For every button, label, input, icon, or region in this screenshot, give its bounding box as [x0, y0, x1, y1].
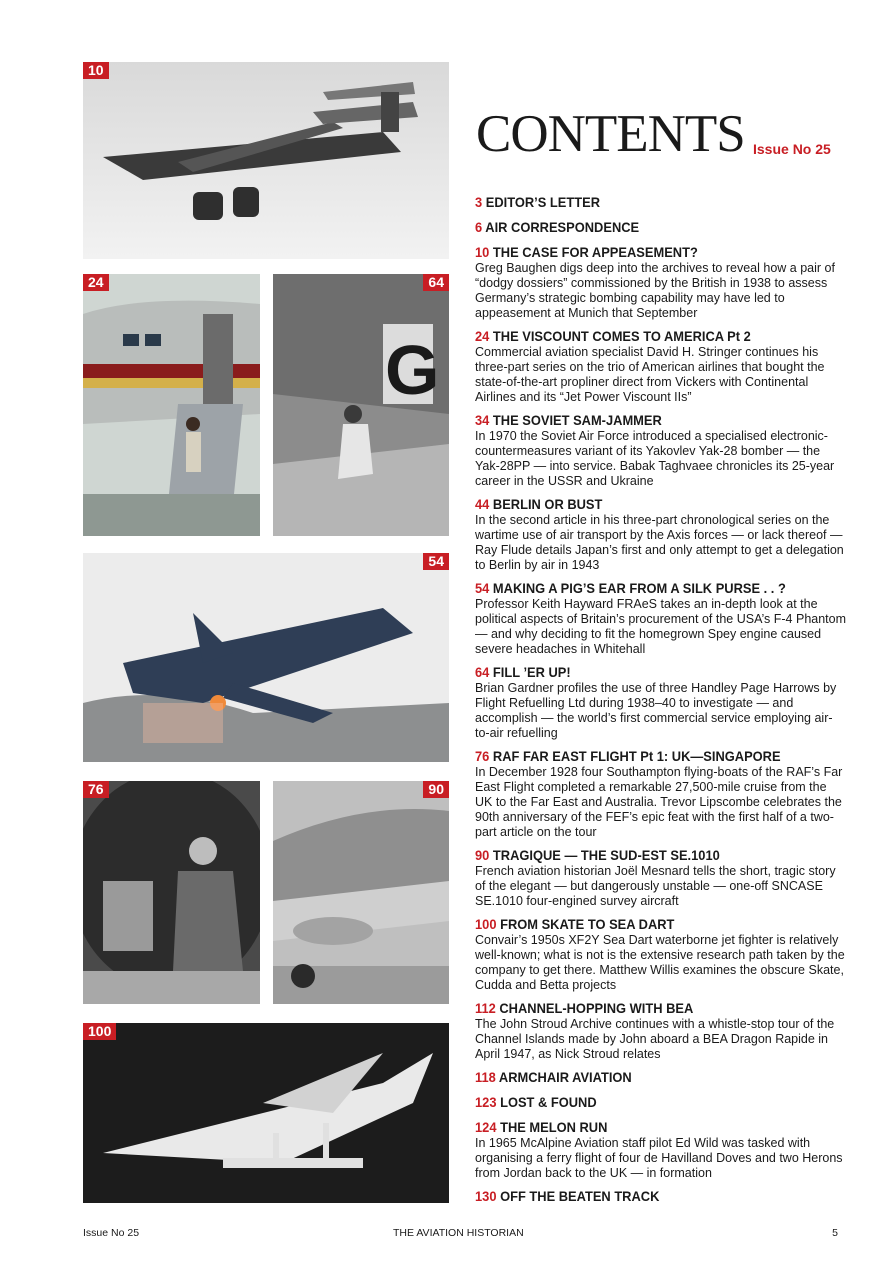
- toc-title: FROM SKATE TO SEA DART: [500, 916, 675, 932]
- phantom-image: [83, 553, 449, 762]
- toc-page-number: 112: [475, 1000, 496, 1016]
- toc-entry[interactable]: [475, 496, 847, 573]
- toc-title: ARMCHAIR AVIATION: [498, 1069, 632, 1085]
- toc-page-number: 64: [475, 664, 490, 680]
- page-title: CONTENTS: [476, 105, 745, 163]
- toc-title: THE MELON RUN: [500, 1119, 608, 1135]
- toc-page-number: 123: [475, 1094, 497, 1110]
- page-badge: 10: [83, 62, 109, 79]
- photo-southampton-interior: [83, 781, 260, 1004]
- toc-entry-heading: [475, 916, 817, 933]
- photo-continental-viscount: [83, 274, 260, 536]
- toc-title: CHANNEL-HOPPING WITH BEA: [499, 1000, 694, 1016]
- page-badge: 64: [423, 274, 449, 291]
- toc-entry-heading: [475, 219, 817, 236]
- toc-description: The John Stroud Archive continues with a whistle-stop tour of the Channel Islands made by John aboard a BEA Dragon Rapide in April 1947, as Nick Stroud relates: [475, 1017, 835, 1061]
- toc-entry[interactable]: [475, 847, 847, 909]
- photo-phantom: [83, 553, 449, 762]
- toc-title: OFF THE BEATEN TRACK: [500, 1188, 660, 1204]
- toc-title: TRAGIQUE — THE SUD-EST SE.1010: [492, 847, 720, 863]
- toc-title: AIR CORRESPONDENCE: [485, 219, 640, 235]
- toc-entry-heading: [475, 1188, 817, 1205]
- toc-entry[interactable]: [475, 664, 847, 741]
- toc-entry-heading: [475, 1069, 817, 1086]
- toc-description: Commercial aviation specialist David H. Stringer continues his three-part series on the trio of American airlines that bought the state-of-the-art propliner direct from Vickers with Continental Airlines and its “Jet Power Viscount IIs”: [475, 345, 825, 404]
- page-badge: 76: [83, 781, 109, 798]
- toc-entry[interactable]: [475, 748, 847, 840]
- toc-title: MAKING A PIG’S EAR FROM A SILK PURSE . . ?: [492, 580, 786, 596]
- table-of-contents: [475, 194, 847, 1205]
- toc-page-number: 44: [475, 496, 490, 512]
- toc-entry[interactable]: [475, 916, 847, 993]
- toc-title: FILL ’ER UP!: [492, 664, 571, 680]
- toc-description: Brian Gardner profiles the use of three Handley Page Harrows by Flight Refuelling Ltd during 1938–40 to investigate — and accomplish — the world’s first commercial service employing air-to-air refuelling: [475, 681, 837, 740]
- photo-harrow-refuelling: [273, 274, 449, 536]
- toc-page-number: 76: [475, 748, 490, 764]
- toc-description: In December 1928 four Southampton flying-boats of the RAF’s Far East Flight completed a remarkable 27,500-mile cruise from the UK to the Far East and Australia. Trevor Lipscombe celebrates the 90th anniversary of the FEF’s epic feat with the first half of a two-part article on the tour: [475, 765, 843, 839]
- toc-title: THE VISCOUNT COMES TO AMERICA Pt 2: [492, 328, 751, 344]
- page-badge: 24: [83, 274, 109, 291]
- toc-entry[interactable]: [475, 412, 847, 489]
- sea-dart-image: [83, 1023, 449, 1203]
- footer-page-number: 5: [832, 1227, 838, 1239]
- toc-entry-heading: [475, 748, 817, 765]
- toc-entry-heading: [475, 1094, 817, 1111]
- toc-entry[interactable]: [475, 580, 847, 657]
- page-badge: 54: [423, 553, 449, 570]
- se1010-image: [273, 781, 449, 1004]
- toc-title: EDITOR’S LETTER: [485, 194, 601, 210]
- svg-text:G: G: [385, 331, 440, 409]
- toc-description: In the second article in his three-part chronological series on the wartime use of air transport by the Axis forces — or lack thereof — Ray Flude details Japan’s first and only attempt to get a delegation to Berlin by air in 1943: [475, 513, 844, 572]
- toc-entry[interactable]: [475, 1188, 847, 1205]
- toc-title: BERLIN OR BUST: [492, 496, 603, 512]
- toc-entry-heading: [475, 1119, 817, 1136]
- toc-description: Convair’s 1950s XF2Y Sea Dart waterborne jet fighter is relatively well-known; what is not is the extensive research path taken by the company to get there. Matthew Willis examines the obscure Skate, Cudda and Betta projects: [475, 933, 845, 992]
- toc-page-number: 6: [475, 219, 483, 235]
- toc-page-number: 10: [475, 244, 490, 260]
- toc-description: Greg Baughen digs deep into the archives to reveal how a pair of “dodgy dossiers” commissioned by the British in 1938 to assess Germany’s strategic bombing capability may have led to appeasement at Munich that September: [475, 261, 835, 320]
- stuka-image: [83, 62, 449, 259]
- toc-description: French aviation historian Joël Mesnard tells the short, tragic story of the elegant — but dangerously unstable — one-off SNCASE SE.1010 four-engined survey aircraft: [475, 864, 836, 908]
- photo-se1010: [273, 781, 449, 1004]
- toc-entry-heading: [475, 194, 817, 211]
- toc-page-number: 124: [475, 1119, 497, 1135]
- toc-title: RAF FAR EAST FLIGHT Pt 1: UK—SINGAPORE: [492, 748, 781, 764]
- toc-entry-heading: [475, 412, 817, 429]
- page-badge: 90: [423, 781, 449, 798]
- toc-entry-heading: [475, 496, 817, 513]
- viscount-image: [83, 274, 260, 536]
- toc-entry[interactable]: [475, 1119, 847, 1181]
- toc-page-number: 90: [475, 847, 490, 863]
- toc-page-number: 118: [475, 1069, 496, 1085]
- toc-entry[interactable]: [475, 219, 847, 236]
- harrow-image: [273, 274, 449, 536]
- issue-label: Issue No 25: [753, 141, 831, 157]
- toc-title: LOST & FOUND: [500, 1094, 597, 1110]
- toc-description: In 1970 the Soviet Air Force introduced a specialised electronic-countermeasures variant of its Yakovlev Yak-28 bomber — the Yak-28PP — into service. Babak Taghvaee chronicles its 25-year career in the USSR and Ukraine: [475, 429, 835, 488]
- toc-entry[interactable]: [475, 1069, 847, 1086]
- toc-page-number: 130: [475, 1188, 497, 1204]
- toc-entry-heading: [475, 580, 817, 597]
- toc-entry[interactable]: [475, 194, 847, 211]
- toc-entry[interactable]: [475, 244, 847, 321]
- toc-page-number: 34: [475, 412, 490, 428]
- toc-entry-heading: [475, 664, 817, 681]
- contents-header: [476, 104, 846, 164]
- page-badge: 100: [83, 1023, 116, 1040]
- toc-description: Professor Keith Hayward FRAeS takes an in-depth look at the political aspects of Britain’s procurement of the USA’s F-4 Phantom — and why deciding to fit the homegrown Spey engine caused severe headaches in Whitehall: [475, 597, 847, 656]
- toc-title: THE CASE FOR APPEASEMENT?: [492, 244, 698, 260]
- toc-entry-heading: [475, 1000, 817, 1017]
- toc-page-number: 24: [475, 328, 490, 344]
- footer-publication: THE AVIATION HISTORIAN: [393, 1227, 524, 1239]
- toc-page-number: 54: [475, 580, 490, 596]
- toc-entry[interactable]: [475, 1094, 847, 1111]
- toc-entry[interactable]: [475, 1000, 847, 1062]
- toc-title: THE SOVIET SAM-JAMMER: [492, 412, 662, 428]
- toc-description: In 1965 McAlpine Aviation staff pilot Ed Wild was tasked with organising a ferry flight of four de Havilland Doves and two Herons from Jordan back to the UK — in formation: [475, 1136, 843, 1180]
- toc-page-number: 100: [475, 916, 497, 932]
- photo-stuka-formation: [83, 62, 449, 259]
- footer-issue: Issue No 25: [83, 1227, 140, 1239]
- southampton-image: [83, 781, 260, 1004]
- toc-entry-heading: [475, 328, 817, 345]
- toc-entry-heading: [475, 847, 817, 864]
- toc-entry[interactable]: [475, 328, 847, 405]
- photo-sea-dart-model: [83, 1023, 449, 1203]
- toc-page-number: 3: [475, 194, 483, 210]
- toc-entry-heading: [475, 244, 817, 261]
